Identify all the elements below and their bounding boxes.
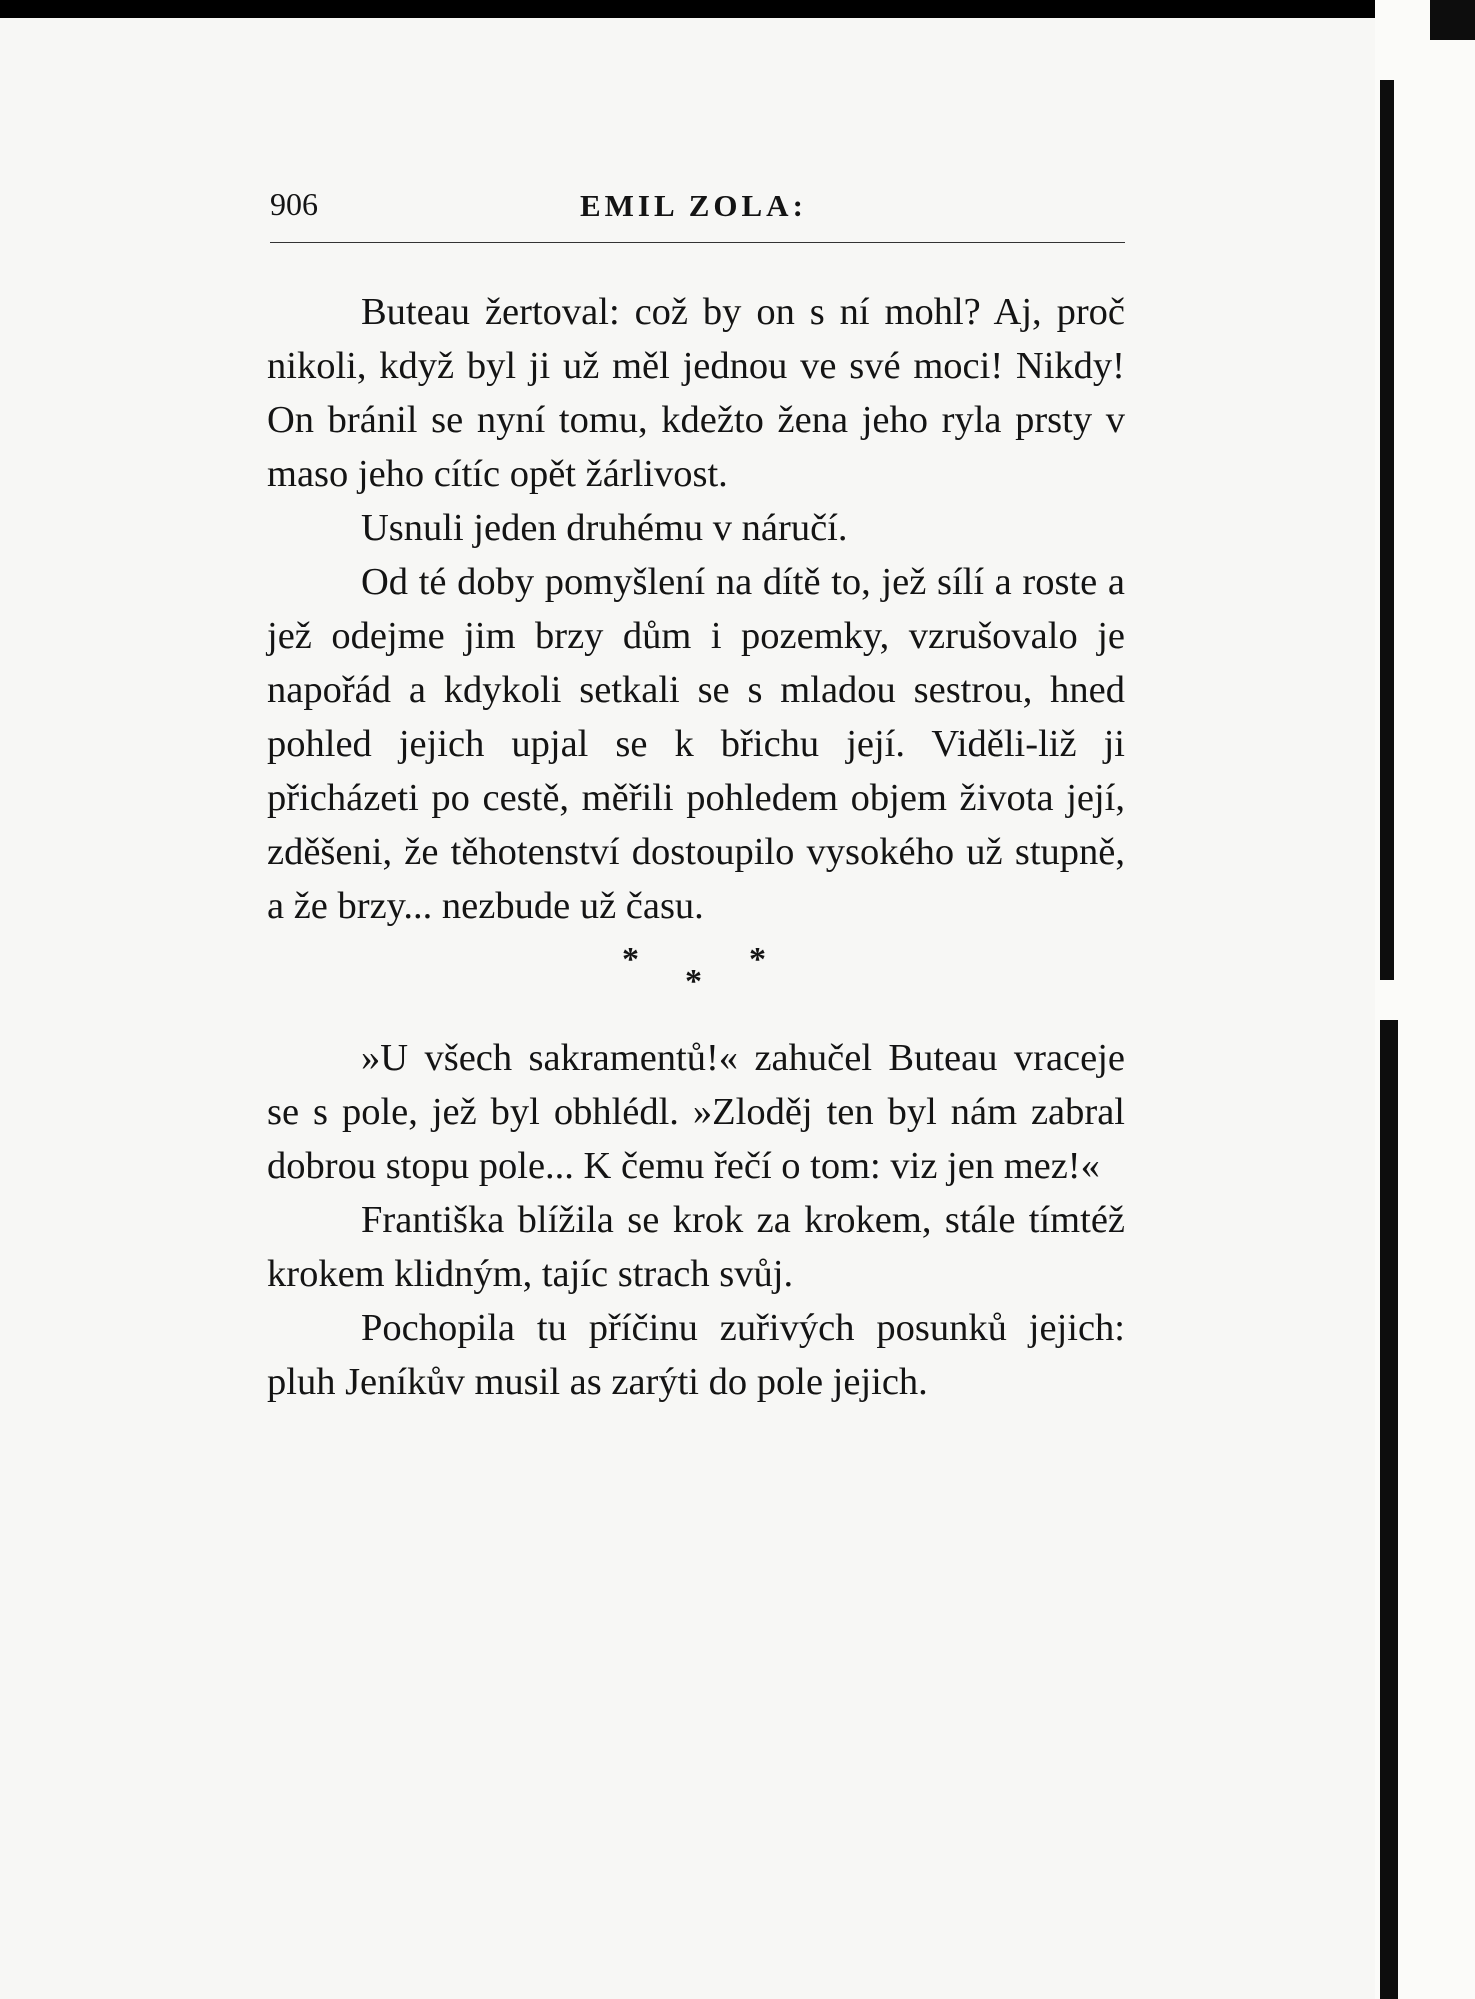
page-gutter (1375, 0, 1475, 1999)
section-break (267, 933, 1125, 1031)
paragraph: »U všech sakramentů!« zahučel Buteau vraceje se s pole, jež byl obhlédl. »Zloděj ten byl nám zabral dobrou stopu pole... K čemu řečí o tom: viz jen mez!« (267, 1037, 1125, 1187)
running-head: EMIL ZOLA: (580, 188, 807, 223)
binding-edge-lower (1380, 1020, 1398, 1999)
page-number: 906 (270, 186, 318, 222)
paragraph: Usnuli jeden druhému v náručí. (361, 507, 848, 549)
asterisk: * (622, 941, 639, 978)
binding-edge-upper (1380, 80, 1394, 980)
paragraph: Františka blížila se krok za krokem, stále tímtéž krokem klidným, tajíc strach svůj. (267, 1199, 1125, 1295)
header-rule (270, 242, 1125, 243)
body-text (267, 285, 1125, 1409)
asterisk: * (749, 941, 766, 978)
paragraph: Pochopila tu příčinu zuřivých posunků jejich: pluh Jeníkův musil as zarýti do pole jejich. (267, 1307, 1125, 1403)
binding-shadow (1430, 0, 1475, 40)
paragraph: Od té doby pomyšlení na dítě to, jež sílí a roste a jež odejme jim brzy dům i pozemky, vzrušovalo je napořád a kdykoli setkali se s mladou sestrou, hned pohled jejich upjal se k břichu její. Viděli-liž ji přicházeti po cestě, měřili pohledem objem života její, zděšeni, že těhotenství dostoupilo vysokého už stupně, a že brzy... nezbude už času. (267, 561, 1125, 927)
asterisk: * (685, 963, 702, 1000)
page-header (270, 178, 1125, 238)
paragraph: Buteau žertoval: což by on s ní mohl? Aj, proč nikoli, když byl ji už měl jednou ve své moci! Nikdy! On bránil se nyní tomu, kdežto žena jeho ryla prsty v maso jeho cítíc opět žárlivost. (267, 291, 1125, 495)
